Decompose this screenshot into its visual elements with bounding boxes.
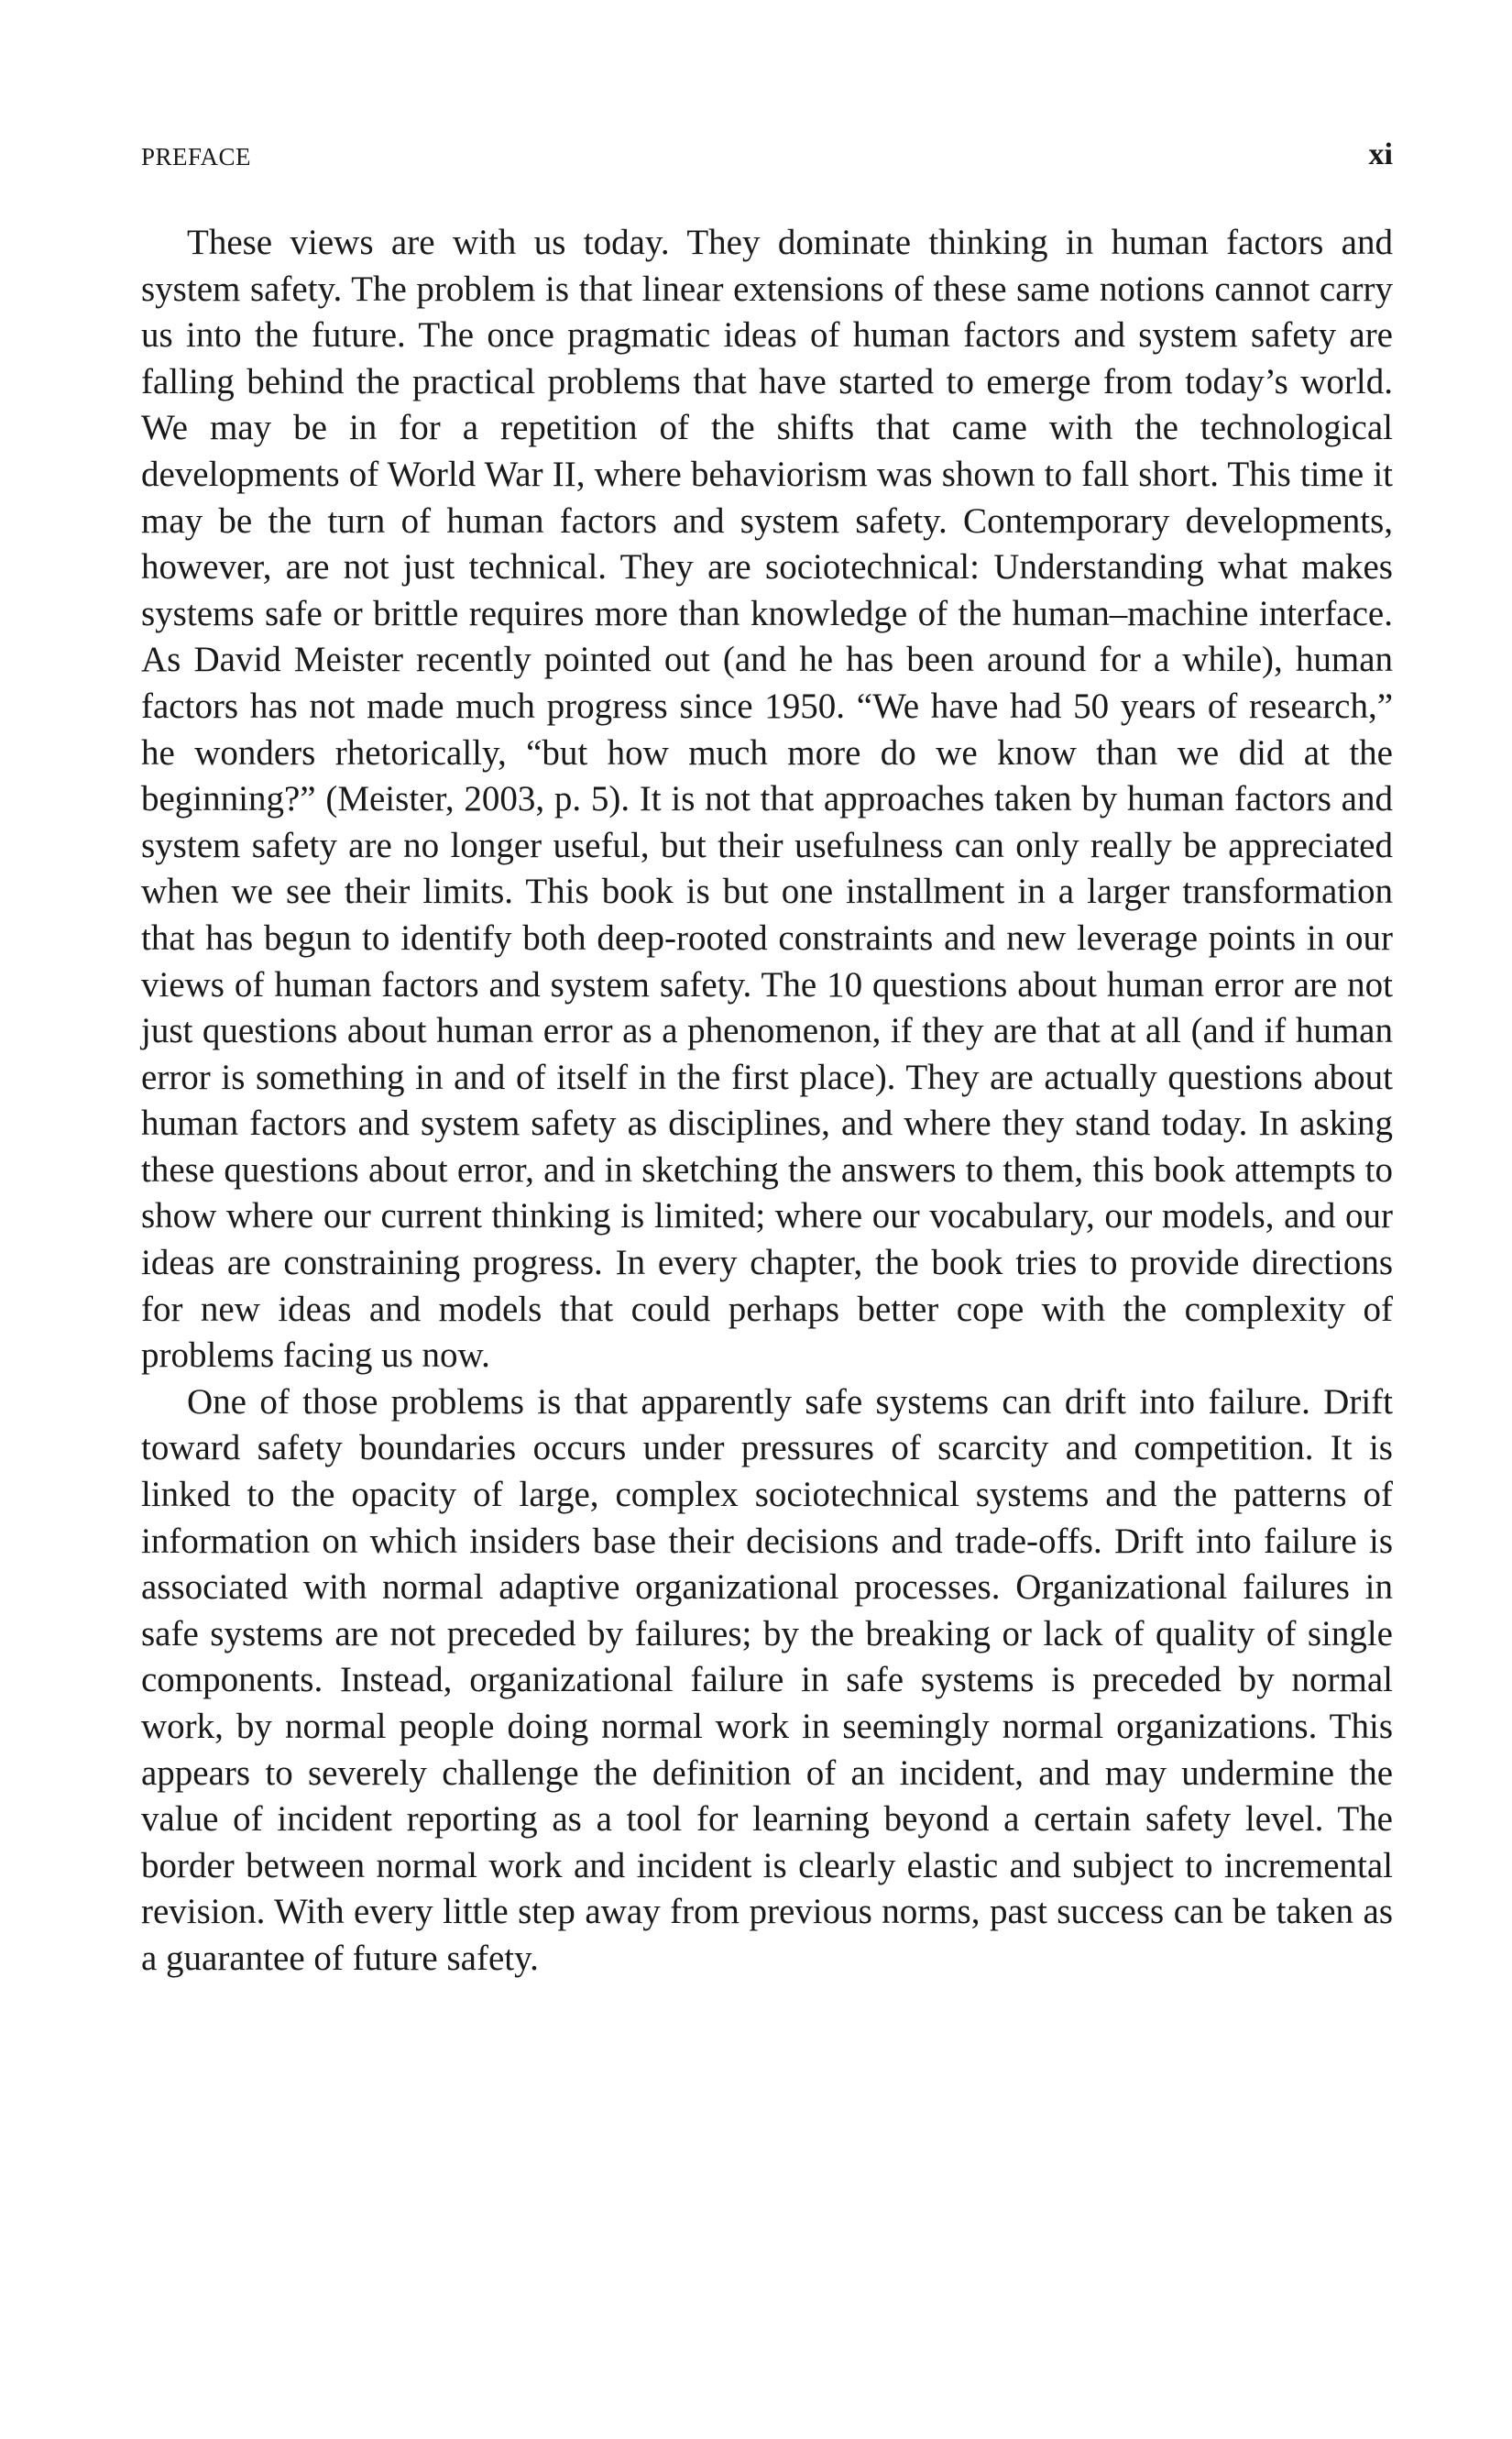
- paragraph-1: These views are with us today. They dominate thinking in human factors and system safety. The problem is that linear extensions of these same notions cannot carry us into the future. The once pragmatic ideas of human factors and system safety are falling behind the practical problems that have started to emerge from today’s world. We may be in for a repetition of the shifts that came with the technological developments of World War II, where behaviorism was shown to fall short. This time it may be the turn of human factors and system safety. Contemporary developments, however, are not just technical. They are sociotechnical: Understanding what makes systems safe or brittle requires more than knowledge of the human–machine interface. As David Meister recently pointed out (and he has been around for a while), human factors has not made much progress since 1950. “We have had 50 years of research,” he wonders rhetorically, “but how much more do we know than we did at the beginning?” (Meister, 2003, p. 5). It is not that approaches taken by human factors and system safety are no longer useful, but their usefulness can only really be appreciated when we see their limits. This book is but one installment in a larger transformation that has begun to identify both deep-rooted constraints and new leverage points in our views of human factors and system safety. The 10 questions about human error are not just questions about human error as a phenomenon, if they are that at all (and if human error is something in and of itself in the first place). They are actually questions about human factors and system safety as disciplines, and where they stand today. In asking these questions about error, and in sketching the answers to them, this book attempts to show where our current thinking is limited; where our vocabulary, our models, and our ideas are constraining progress. In every chapter, the book tries to provide directions for new ideas and models that could perhaps better cope with the complexity of problems facing us now.: [141, 223, 1393, 1376]
- page-number: xi: [1368, 137, 1393, 171]
- running-head: [141, 137, 1393, 183]
- section-title: PREFACE: [141, 143, 252, 170]
- body-text: [141, 220, 1393, 1983]
- paragraph-2: One of those problems is that apparently safe systems can drift into failure. Drift toward safety boundaries occurs under pressures of scarcity and competition. It is linked to the opacity of large, complex sociotechnical systems and the patterns of information on which insiders base their decisions and trade-offs. Drift into failure is associated with normal adaptive organizational processes. Organizational failures in safe systems are not preceded by failures; by the breaking or lack of quality of single components. Instead, organizational failure in safe systems is preceded by normal work, by normal people doing normal work in seemingly normal organizations. This appears to severely challenge the definition of an incident, and may undermine the value of incident reporting as a tool for learning beyond a certain safety level. The border between normal work and incident is clearly elastic and subject to incremental revision. With every little step away from previous norms, past success can be taken as a guarantee of future safety.: [141, 1381, 1393, 1978]
